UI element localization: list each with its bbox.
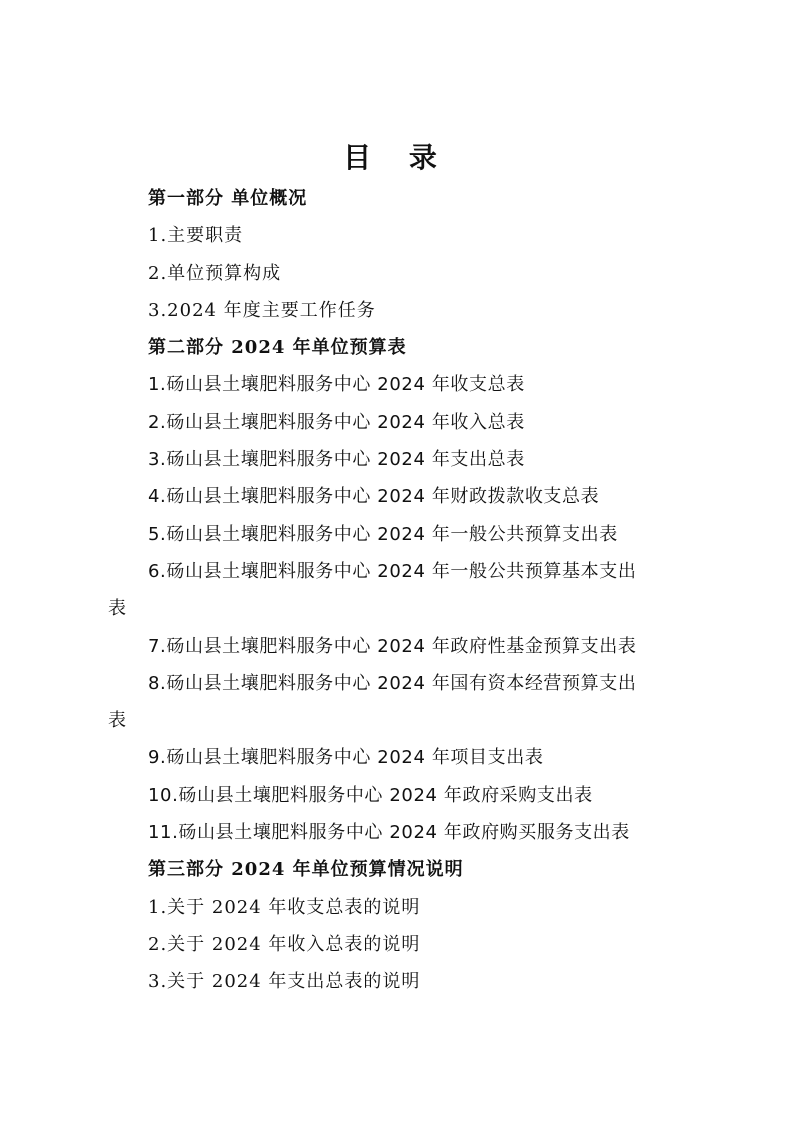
part2-item-8 <box>108 665 708 740</box>
part2-item-2: 2.砀山县土壤肥料服务中心 2024 年收入总表 <box>148 411 525 433</box>
part2-item-8-line2: 表 <box>108 710 127 732</box>
part2-item-3: 3.砀山县土壤肥料服务中心 2024 年支出总表 <box>148 449 525 471</box>
part2-item-11: 11.砀山县土壤肥料服务中心 2024 年政府购买服务支出表 <box>148 822 630 844</box>
page-title: 目 录 <box>343 141 451 174</box>
part2-item-6-line1: 6.砀山县土壤肥料服务中心 2024 年一般公共预算基本支出 <box>148 560 637 582</box>
part2-item-6 <box>108 553 708 628</box>
part2-item-7: 7.砀山县土壤肥料服务中心 2024 年政府性基金预算支出表 <box>148 635 637 657</box>
part3-item-2: 2.关于 2024 年收入总表的说明 <box>148 933 421 955</box>
part2-item-4: 4.砀山县土壤肥料服务中心 2024 年财政拨款收支总表 <box>148 486 600 508</box>
part2-item-8-line1: 8.砀山县土壤肥料服务中心 2024 年国有资本经营预算支出 <box>148 672 637 694</box>
part1-heading: 第一部分 单位概况 <box>148 188 308 209</box>
part3-heading: 第三部分 2024 年单位预算情况说明 <box>148 859 464 881</box>
part2-item-1: 1.砀山县土壤肥料服务中心 2024 年收支总表 <box>148 374 525 396</box>
table-of-contents <box>108 180 708 1001</box>
part1-item-2: 2.单位预算构成 <box>148 262 282 284</box>
part1-item-1: 1.主要职责 <box>148 225 244 247</box>
part2-item-9: 9.砀山县土壤肥料服务中心 2024 年项目支出表 <box>148 747 544 769</box>
part1-item-3: 3.2024 年度主要工作任务 <box>148 299 376 321</box>
part3-item-1: 1.关于 2024 年收支总表的说明 <box>148 896 421 918</box>
part2-item-10: 10.砀山县土壤肥料服务中心 2024 年政府采购支出表 <box>148 784 593 806</box>
part2-heading: 第二部分 2024 年单位预算表 <box>148 337 407 359</box>
part2-item-5: 5.砀山县土壤肥料服务中心 2024 年一般公共预算支出表 <box>148 523 618 545</box>
part2-item-6-line2: 表 <box>108 598 127 620</box>
part3-item-3: 3.关于 2024 年支出总表的说明 <box>148 971 421 993</box>
